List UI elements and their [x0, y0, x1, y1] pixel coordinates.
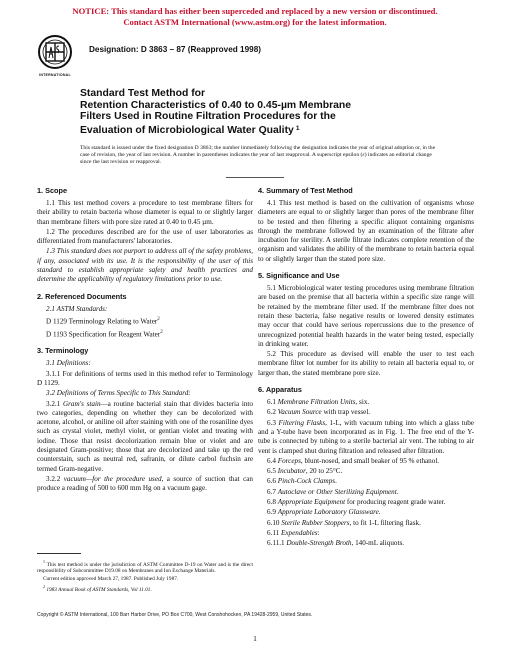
item-name: Sterile Rubber Stoppers: [281, 518, 350, 527]
section-heading: 3. Terminology: [37, 346, 89, 356]
item-name: Vacuum Source: [277, 408, 322, 417]
clause-number: 6.2: [267, 408, 276, 417]
apparatus-item: [258, 488, 474, 497]
paragraph: 5.1 Microbiological water testing procedures using membrane filtration are based on the premise that all bacteria within a specific size range will be retained by the membrane filter used. If the membrane filter does not retain these bacteria, false negative results or lowered density estimates may occur that could have serious repercussions due to the presence of unrecognized potential health hazards in the water being tested, especially in drinking water.: [258, 284, 474, 348]
title-footnote-mark: 1: [295, 124, 300, 132]
apparatus-item: [258, 457, 474, 466]
definition-vacuum: [37, 475, 253, 494]
paragraph: 3.1.1 For definitions of terms used in this method refer to Terminology D 1129.: [37, 369, 253, 387]
clause-number: 6.8: [267, 498, 276, 507]
paragraph: 3.1 Definitions:: [46, 359, 91, 368]
clause-number: 6.6: [267, 477, 276, 486]
definition-text: , a source of suction that can produce a reading of 500 to 600 mm Hg on a vacuum gage.: [37, 474, 253, 493]
footnote-text: This test method is under the jurisdiction of ASTM Committee D-19 on Water and is the direct responsibility of Subcommittee D19.08 on Membranes and Ion Exchange Materials.: [37, 561, 253, 575]
apparatus-item: [258, 539, 474, 548]
definition-text: —a routine bacterial stain that divides bacteria into two categories, depending on whether they can be decolorized with acetone, alcohol, or aniline oil after staining with one of the rosaniline dyes such as crystal violet, methyl violet, or gentian violet and treating with iodine. Those that resist decolorization remain blue or violet and are designated Gram-positive; those that are decolorized and take up the red counterstain, such as neutral red, safranin, or dilute carbol fuchsin are termed Gram-negative.: [37, 399, 253, 473]
item-text: , blunt-nosed, and small beaker of 95 % ethanol.: [300, 456, 440, 465]
reference-d1129: [37, 315, 253, 327]
page-number: 1: [253, 634, 257, 643]
copyright-line: Copyright © ASTM International, 100 Barr Harbor Drive, PO Box C700, West Conshohocken, PA 19428-2959, United States.: [37, 612, 313, 618]
clause-number: 6.9: [267, 508, 276, 517]
notice-line-2: Contact ASTM International (www.astm.org) for the latest information.: [123, 17, 387, 27]
item-text: :: [317, 528, 320, 537]
paragraph: 2.1 ASTM Standards:: [46, 304, 108, 313]
footnote-mark: 2: [43, 583, 45, 589]
footnote-1b: Current edition approved March 27, 1987. Published July 1987.: [43, 576, 179, 583]
clause-number: 6.10: [267, 518, 280, 527]
item-name: Expendables: [281, 528, 318, 537]
item-name: Double-Strength Broth: [286, 539, 352, 548]
notice-line-1: NOTICE: This standard has either been superceded and replaced by a new version or discontinued.: [72, 6, 438, 16]
apparatus-item: [258, 467, 474, 476]
section-terminology: [37, 346, 253, 493]
item-name: Membrane Filtration Units: [277, 398, 356, 407]
footnote-1: [37, 559, 253, 575]
paragraph: 4.1 This test method is based on the cultivation of organisms whose diameters are equal to or slightly larger than pores of the membrane filter to be tested and then filtering a specific aliquot containing organisms through the membrane followed by an examination of the filtrate after incubation for sterility. A sterile filtrate indicates complete retention of the organism and validates the ability of the membrane to retain bacteria equal to or slightly larger than the stated pore size.: [258, 199, 474, 263]
astm-logo-icon: [37, 34, 73, 74]
supersede-notice: [0, 6, 510, 28]
item-name: Appropriate Laboratory Glassware: [277, 508, 379, 517]
document-title: [80, 88, 440, 136]
reference-text: D 1129 Terminology Relating to Water: [46, 317, 158, 326]
paragraph: 5.2 This procedure as devised will enable the user to test each membrane filter lot number for its ability to retain all bacteria equal to, or larger than, the stated membrane pore size.: [258, 350, 474, 377]
clause-number: 3.2.1: [46, 399, 61, 408]
left-column: [37, 186, 253, 500]
apparatus-item: [258, 408, 474, 417]
definition-grams-stain: [37, 400, 253, 474]
item-text: , six.: [355, 398, 370, 407]
section-apparatus: [258, 385, 474, 548]
apparatus-item: [258, 498, 474, 507]
item-text: , 1-L, with vacuum tubing into which a glass tube and a Y-tube have been incorporated as in Fig. 1. The free end of the Y-tube is connected by tubing to a sterile bacterial air vent. The tubing to air vent is clamped shut during filtration and released after filtration.: [258, 418, 474, 455]
title-line-1: Standard Test Method for: [80, 88, 206, 99]
reference-d1193: [37, 328, 253, 340]
footnote-mark: 1: [43, 559, 45, 564]
title-line-3: Filters Used in Routine Filtration Procedures for the: [80, 111, 336, 123]
item-text: .: [396, 487, 399, 496]
section-significance: [258, 271, 474, 378]
divider: [226, 177, 284, 178]
title-line-4-text: Evaluation of Microbiological Water Quality: [80, 124, 294, 136]
section-heading: 6. Apparatus: [258, 385, 302, 395]
clause-number: 6.11: [267, 528, 280, 537]
clause-number: 6.4: [267, 456, 276, 465]
apparatus-item: [258, 519, 474, 528]
paragraph: 1.3 This standard does not purport to address all of the safety problems, if any, associated with its use. It is the responsibility of the user of this standard to establish appropriate safety and health practices and determine the applicability of regulatory limitations prior to use.: [37, 247, 253, 284]
item-name: Autoclave or Other Sterilizing Equipment: [277, 487, 397, 496]
section-scope: [37, 186, 253, 285]
item-text: for producing reagent grade water.: [345, 498, 446, 507]
defined-term: Gram's stain: [62, 399, 101, 408]
item-name: Incubator: [277, 467, 306, 476]
footnote-mark: 2: [157, 316, 160, 322]
right-column: [258, 186, 474, 556]
item-text: , 140-mL aliquots.: [351, 539, 405, 548]
item-name: Forceps: [277, 456, 301, 465]
section-heading: 4. Summary of Test Method: [258, 186, 353, 195]
footnote-rule: [37, 553, 81, 554]
footnotes: [37, 553, 253, 594]
paragraph: 3.2 Definitions of Terms Specific to This Standard:: [46, 389, 191, 398]
paragraph: 1.1 This test method covers a procedure to test membrane filters for their ability to retain bacteria whose diameter is equal to or slightly larger than membrane filters with pore size rated at 0.40 to 0.45 µm.: [37, 199, 253, 226]
apparatus-item: [258, 477, 474, 486]
paragraph: 1.2 The procedures described are for the use of user laboratories as differentiated from manufacturers' laboratories.: [37, 227, 253, 246]
item-text: , to fit 1-L filtering flask.: [349, 518, 421, 527]
clause-number: 6.3: [267, 418, 276, 427]
clause-number: 3.2.2: [46, 474, 61, 483]
apparatus-item: [258, 508, 474, 517]
designation: Designation: D 3863 – 87 (Reapproved 1998): [89, 45, 262, 54]
section-heading: 2. Referenced Documents: [37, 291, 127, 301]
clause-number: 6.11.1: [267, 539, 285, 548]
reference-text: D 1193 Specification for Reagent Water: [46, 330, 161, 339]
apparatus-item: [258, 419, 474, 456]
item-name: Appropriate Equipment: [277, 498, 346, 507]
logo-caption: INTERNATIONAL: [39, 73, 71, 77]
item-text: with trap vessel.: [321, 408, 371, 417]
defined-term: vacuum—for the procedure used: [63, 474, 162, 483]
clause-number: 6.1: [267, 398, 276, 407]
clause-number: 6.7: [267, 487, 276, 496]
item-name: Pinch-Cock Clamps: [277, 477, 336, 486]
section-heading: 1. Scope: [37, 186, 68, 195]
section-referenced-documents: [37, 292, 253, 340]
apparatus-item: [258, 398, 474, 407]
section-heading: 5. Significance and Use: [258, 271, 340, 281]
item-text: .: [378, 508, 381, 517]
footnote-text: 1983 Annual Book of ASTM Standards, Vol 11.01.: [46, 586, 152, 593]
footnote-2: [37, 584, 253, 593]
apparatus-item: [258, 529, 474, 538]
footnote-mark: 2: [160, 329, 163, 335]
issued-statement: This standard is issued under the fixed designation D 3863; the number immediately following the designation indicates the year of original adoption or, in the case of revision, the year of last revision. A number in parentheses indicates the year of last reapproval. A superscript epsilon (ε) indicates an editorial change since the last revision or reapproval.: [80, 145, 436, 166]
title-line-2: Retention Characteristics of 0.40 to 0.45-µm Membrane: [80, 99, 352, 111]
item-text: , 20 to 25°C.: [305, 467, 343, 476]
item-text: .: [335, 477, 337, 486]
title-line-4: [80, 123, 440, 137]
clause-number: 6.5: [267, 467, 276, 476]
section-summary: [258, 186, 474, 264]
item-name: Filtering Flasks: [278, 418, 326, 427]
